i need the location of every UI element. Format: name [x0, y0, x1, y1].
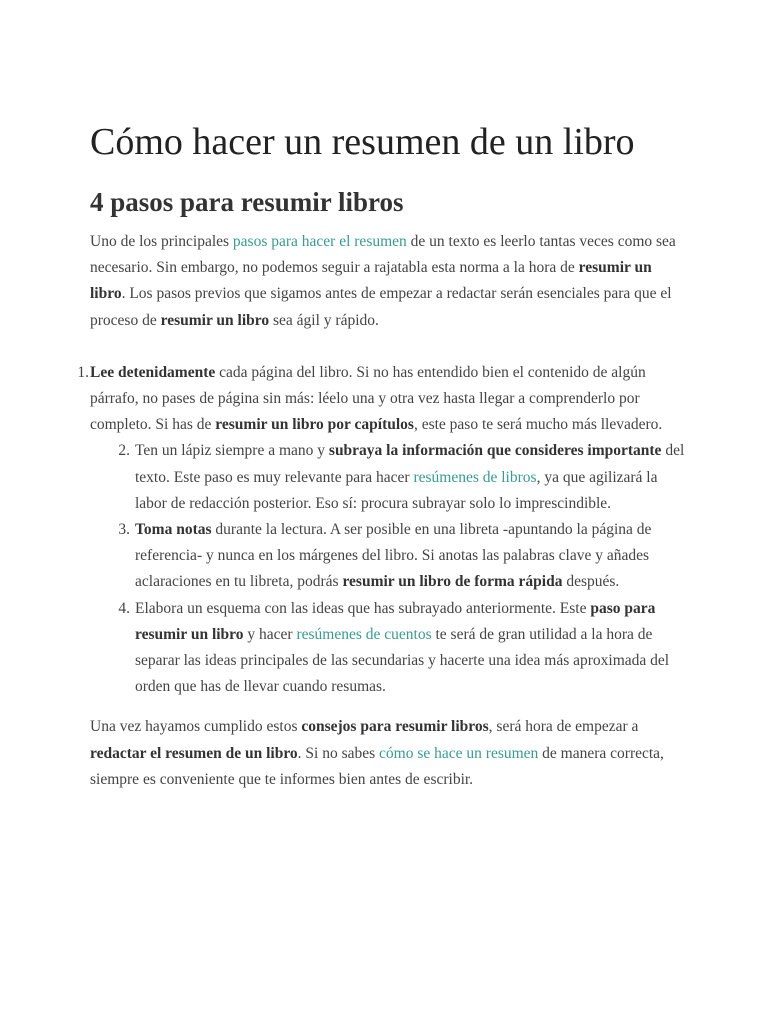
text: Ten un lápiz siempre a mano y	[135, 442, 329, 460]
article	[77, 118, 690, 793]
link-resumenes-libros[interactable]: resúmenes de libros	[413, 468, 537, 486]
bold-text: consejos para resumir libros	[301, 718, 489, 736]
text: durante la lectura. A ser posible en una libreta -apuntando la página de referencia- y nunca en los márgenes del libro. Si anotas las palabras clave y añades aclaraciones en tu libreta, podrás	[135, 521, 652, 591]
list-item	[118, 517, 690, 596]
list-number: 4.	[118, 599, 130, 617]
section-heading: 4 pasos para resumir libros	[90, 187, 404, 217]
text: después.	[562, 573, 620, 591]
list-number: 2.	[118, 442, 130, 460]
list-item	[118, 596, 690, 701]
list-item-text	[135, 596, 690, 701]
list-number: 1.	[77, 363, 89, 381]
text: Uno de los principales	[90, 233, 233, 250]
text: cada página del libro. Si no has entendido bien el contenido de algún párrafo, no pases de página sin más: léelo una y otra vez hasta llegar a comprenderlo por completo. Si has de	[90, 363, 646, 434]
bold-text: paso para resumir un libro	[135, 599, 656, 643]
bold-text: resumir un libro	[90, 259, 652, 303]
bold-text: redactar el resumen de un libro	[90, 744, 298, 762]
steps-list	[77, 360, 690, 701]
bold-text: Toma notas	[135, 521, 212, 539]
text: , será hora de empezar a	[488, 718, 639, 736]
text: , este paso te será mucho más llevadero.	[413, 416, 663, 434]
text: , ya que agilizará la labor de redacción posterior. Eso sí: procura subrayar solo lo imprescindible.	[135, 468, 658, 512]
list-item-text	[90, 360, 690, 439]
list-number: 3.	[118, 521, 130, 539]
text: del texto. Este paso es muy relevante para hacer	[135, 442, 685, 486]
link-como-hacer-resumen[interactable]: cómo se hace un resumen	[379, 744, 539, 762]
list-item-text	[135, 438, 690, 517]
outro-paragraph	[90, 714, 690, 793]
link-pasos-resumen[interactable]: pasos para hacer el resumen	[232, 233, 407, 250]
link-resumenes-cuentos[interactable]: resúmenes de cuentos	[296, 625, 432, 643]
text: . Si no sabes	[297, 744, 380, 762]
text: Una vez hayamos cumplido estos	[90, 718, 302, 736]
list-item	[77, 360, 690, 439]
text: y hacer	[243, 625, 297, 643]
text: . Los pasos previos que sigamos antes de empezar a redactar serán esenciales para que el proceso de	[90, 285, 672, 329]
text: sea ágil y rápido.	[269, 311, 379, 329]
bold-text: resumir un libro	[160, 311, 270, 329]
intro-paragraph	[90, 229, 690, 334]
text: de manera correcta, siempre es conveniente que te informes bien antes de escribir.	[90, 744, 664, 788]
bold-text: subraya la información que consideres importante	[328, 442, 662, 460]
text: de un texto es leerlo tantas veces como sea necesario. Sin embargo, no podemos seguir a rajatabla esta norma a la hora de	[90, 233, 676, 277]
text: Elabora un esquema con las ideas que has subrayado anteriormente. Este	[135, 599, 591, 617]
list-item-text	[135, 517, 690, 596]
bold-text: Lee detenidamente	[90, 363, 216, 381]
page-title: Cómo hacer un resumen de un libro	[90, 121, 635, 163]
bold-text: resumir un libro por capítulos	[215, 416, 414, 434]
text: te será de gran utilidad a la hora de separar las ideas principales de las secundarias y hacerte una idea más aproximada del orden que has de llevar cuando resumas.	[135, 625, 670, 696]
bold-text: resumir un libro de forma rápida	[342, 573, 563, 591]
list-item	[118, 438, 690, 517]
